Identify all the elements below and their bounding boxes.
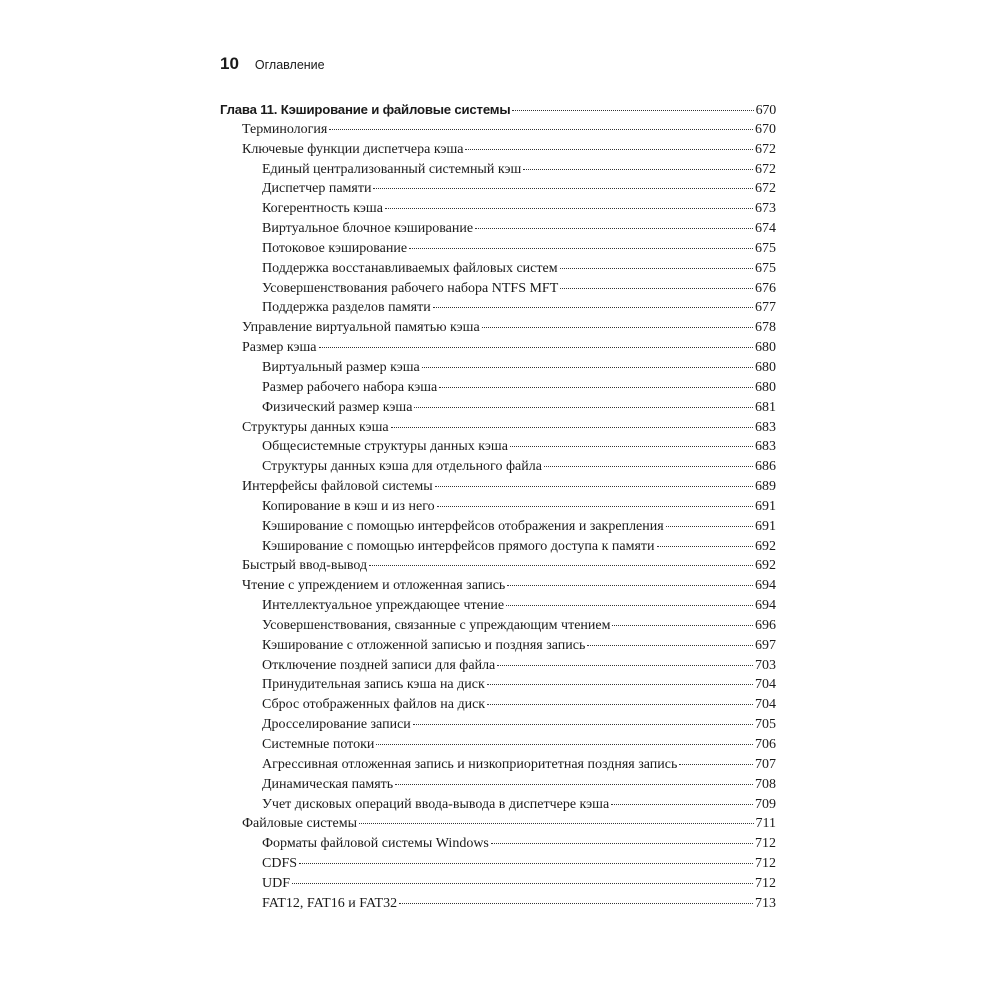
toc-entry-title: Размер рабочего набора кэша (262, 379, 438, 395)
page-number: 10 (220, 54, 239, 73)
toc-entry (220, 876, 776, 896)
running-title: Оглавление (254, 58, 325, 72)
dot-leader (510, 446, 753, 447)
toc-entry-page: 697 (755, 637, 776, 653)
toc-entry-page: 672 (755, 181, 776, 197)
toc-entry-page: 704 (755, 697, 776, 713)
dot-leader (487, 704, 753, 705)
toc-entry (220, 539, 776, 559)
dot-leader (413, 724, 753, 725)
toc-entry-title: Интеллектуальное упреждающее чтение (262, 598, 505, 614)
dot-leader (666, 526, 753, 527)
toc-entry-page: 683 (755, 419, 776, 435)
toc-entry (220, 618, 776, 638)
toc-entry-page: 680 (755, 340, 776, 356)
toc-entry-title: Ключевые функции диспетчера кэша (242, 141, 464, 157)
toc-entry-page: 703 (755, 657, 776, 673)
toc-entry (220, 638, 776, 658)
toc-entry-title: CDFS (262, 856, 298, 872)
toc-entry (220, 201, 776, 221)
toc-entry-page: 712 (755, 856, 776, 872)
toc-entry-title: Кэширование с помощью интерфейсов прямого доступа к памяти (262, 538, 655, 554)
toc-entry-title: Учет дисковых операций ввода-вывода в диспетчере кэша (262, 796, 610, 812)
toc-entry-title: Поддержка разделов памяти (262, 300, 431, 316)
toc-entry (220, 757, 776, 777)
toc-entry-page: 708 (755, 776, 776, 792)
dot-leader (497, 665, 753, 666)
toc-entry (220, 677, 776, 697)
toc-entry-page: 678 (755, 320, 776, 336)
toc-entry-page: 691 (755, 518, 776, 534)
toc-entry-page: 712 (755, 836, 776, 852)
toc-entry-title: Структуры данных кэша (242, 419, 389, 435)
dot-leader (587, 645, 753, 646)
toc-entry (220, 241, 776, 261)
dot-leader (385, 208, 753, 209)
toc-entry-page: 670 (755, 103, 776, 118)
dot-leader (544, 466, 753, 467)
toc-entry-title: Интерфейсы файловой системы (242, 479, 433, 495)
toc-entry (220, 340, 776, 360)
toc-entry (220, 281, 776, 301)
toc-entry-title: Терминология (242, 121, 328, 137)
toc-entry-page: 675 (755, 240, 776, 256)
toc-entry (220, 300, 776, 320)
dot-leader (506, 605, 753, 606)
dot-leader (482, 327, 753, 328)
toc-entry-title: FAT12, FAT16 и FAT32 (262, 895, 398, 911)
toc-entry (220, 459, 776, 479)
toc-entry-title: Усовершенствования, связанные с упреждающим чтением (262, 617, 611, 633)
toc-entry-page: 713 (755, 895, 776, 911)
toc-entry-page: 672 (755, 161, 776, 177)
toc-entry-title: Чтение с упреждением и отложенная запись (242, 578, 506, 594)
toc-entry (220, 261, 776, 281)
toc-entry-page: 691 (755, 498, 776, 514)
toc-entry-title: Когерентность кэша (262, 201, 383, 217)
dot-leader (433, 307, 753, 308)
toc-entry-title: Копирование в кэш и из него (262, 498, 435, 514)
dot-leader (560, 268, 753, 269)
toc-entry-title: Потоковое кэширование (262, 240, 408, 256)
toc-entry-title: Общесистемные структуры данных кэша (262, 439, 508, 455)
toc-entry-title: Динамическая память (262, 776, 394, 792)
toc-entry-title: Файловые системы (242, 816, 358, 832)
toc-entry-page: 673 (755, 201, 776, 217)
toc-entry-title: Быстрый ввод-вывод (242, 558, 368, 574)
toc-entry-page: 704 (755, 677, 776, 693)
toc-entry-page: 709 (755, 796, 776, 812)
toc-entry-page: 680 (755, 359, 776, 375)
toc-entry-page: 670 (755, 121, 776, 137)
dot-leader (560, 288, 753, 289)
dot-leader (491, 843, 753, 844)
dot-leader (465, 149, 753, 150)
toc-entry-page: 680 (755, 379, 776, 395)
toc-entry (220, 797, 776, 817)
toc-entry-page: 707 (755, 756, 776, 772)
toc-entry-page: 683 (755, 439, 776, 455)
toc-entry-title: Управление виртуальной памятью кэша (242, 320, 480, 336)
toc-entry-page: 705 (755, 717, 776, 733)
toc-entry-page: 706 (755, 737, 776, 752)
toc-entry (220, 479, 776, 499)
dot-leader (391, 427, 753, 428)
dot-leader (507, 585, 753, 586)
dot-leader (299, 863, 753, 864)
toc-chapter-entry (220, 102, 776, 122)
page-header (220, 54, 325, 74)
dot-leader (679, 764, 753, 765)
toc-entry-title: Форматы файловой системы Windows (262, 836, 489, 852)
toc-entry (220, 558, 776, 578)
toc-entry-title: Кэширование с отложенной записью и поздняя запись (262, 637, 586, 653)
toc-entry-page: 692 (755, 538, 776, 554)
dot-leader (512, 110, 753, 111)
toc-entry (220, 658, 776, 678)
toc-entry-page: 672 (755, 141, 776, 157)
toc-entry-title: Размер кэша (242, 340, 317, 356)
toc-entry-page: 681 (755, 399, 776, 415)
toc-entry (220, 400, 776, 420)
dot-leader (395, 784, 753, 785)
dot-leader (292, 883, 753, 884)
dot-leader (373, 188, 753, 189)
toc-entry-title: Глава 11. Кэширование и файловые системы (220, 102, 511, 117)
toc-entry-page: 675 (755, 260, 776, 276)
dot-leader (475, 228, 753, 229)
toc-entry-title: Структуры данных кэша для отдельного файла (262, 459, 542, 475)
toc-entry-title: Единый централизованный системный кэш (262, 161, 522, 177)
toc-entry-page: 686 (755, 459, 776, 475)
dot-leader (359, 823, 754, 824)
toc-entry (220, 816, 776, 836)
toc-entry-page: 712 (755, 875, 776, 891)
toc-entry-title: Виртуальное блочное кэширование (262, 221, 474, 237)
toc-entry-title: UDF (262, 875, 291, 891)
toc-entry (220, 499, 776, 519)
dot-leader (376, 744, 753, 745)
toc-entry-title: Сброс отображенных файлов на диск (262, 697, 486, 713)
toc-entry-page: 677 (755, 300, 776, 316)
toc-entry (220, 717, 776, 737)
toc-entry-page: 692 (755, 558, 776, 574)
dot-leader (437, 506, 753, 507)
toc-entry-title: Кэширование с помощью интерфейсов отображения и закрепления (262, 518, 664, 534)
toc-entry-title: Системные потоки (262, 737, 375, 752)
dot-leader (435, 486, 753, 487)
toc-entry (220, 578, 776, 598)
dot-leader (409, 248, 753, 249)
toc-entry-title: Принудительная запись кэша на диск (262, 677, 485, 693)
toc-entry (220, 162, 776, 182)
table-of-contents (220, 102, 776, 916)
toc-entry-title: Усовершенствования рабочего набора NTFS MFT (262, 280, 559, 296)
toc-entry (220, 122, 776, 142)
toc-entry-title: Отключение поздней записи для файла (262, 657, 496, 673)
toc-entry-page: 711 (755, 816, 776, 832)
toc-entry (220, 181, 776, 201)
toc-entry (220, 360, 776, 380)
toc-entry-title: Диспетчер памяти (262, 181, 372, 197)
toc-entry-title: Поддержка восстанавливаемых файловых систем (262, 260, 558, 276)
toc-entry (220, 439, 776, 459)
dot-leader (657, 546, 753, 547)
toc-entry-title: Виртуальный размер кэша (262, 359, 420, 375)
toc-entry (220, 320, 776, 340)
toc-entry-page: 674 (755, 221, 776, 237)
dot-leader (414, 407, 753, 408)
toc-entry (220, 420, 776, 440)
toc-entry-title: Физический размер кэша (262, 399, 413, 415)
toc-entry-title: Дросселирование записи (262, 717, 411, 733)
toc-entry-page: 694 (755, 598, 776, 614)
toc-entry (220, 697, 776, 717)
toc-entry (220, 737, 776, 757)
toc-entry-page: 694 (755, 578, 776, 594)
toc-entry (220, 519, 776, 539)
toc-entry (220, 836, 776, 856)
dot-leader (422, 367, 753, 368)
toc-entry (220, 221, 776, 241)
toc-entry-page: 676 (755, 280, 776, 296)
dot-leader (369, 565, 753, 566)
dot-leader (439, 387, 753, 388)
toc-entry (220, 777, 776, 797)
toc-entry (220, 142, 776, 162)
dot-leader (611, 804, 753, 805)
dot-leader (329, 129, 753, 130)
toc-entry (220, 598, 776, 618)
dot-leader (487, 684, 753, 685)
toc-entry-page: 696 (755, 617, 776, 633)
dot-leader (612, 625, 753, 626)
dot-leader (319, 347, 753, 348)
dot-leader (523, 169, 753, 170)
toc-entry-page: 689 (755, 479, 776, 495)
toc-entry (220, 380, 776, 400)
dot-leader (399, 903, 753, 904)
toc-entry (220, 896, 776, 916)
toc-entry-title: Агрессивная отложенная запись и низкоприоритетная поздняя запись (262, 756, 678, 772)
toc-entry (220, 856, 776, 876)
